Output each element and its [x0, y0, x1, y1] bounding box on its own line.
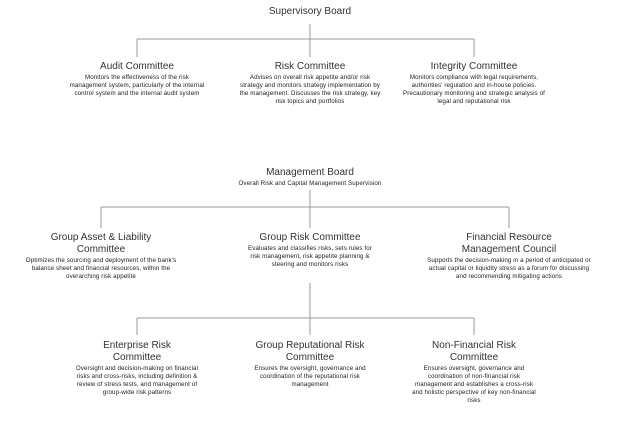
- node-title: Supervisory Board: [268, 6, 352, 17]
- node-title: Group Reputational Risk Committee: [255, 340, 365, 363]
- node-description: Supports the decision-making in a period of anticipated or actual capital or liquidity stress as a forum for discussing and recommending mitigating actions: [427, 257, 591, 280]
- node-title: Non-Financial Risk Committee: [432, 340, 516, 363]
- node-group-risk-committee: [245, 232, 375, 269]
- node-description: Overall Risk and Capital Management Supervision: [238, 180, 382, 187]
- node-description: Monitors compliance with legal requirements, authorities' regulation and in-house policies. Precautionary monitoring and strategic analysis of legal and reputational risk: [403, 74, 545, 105]
- node-title: Financial Resource Management Council: [461, 232, 557, 255]
- node-enterprise-risk-committee: [72, 340, 202, 397]
- node-description: Optimizes the sourcing and deployment of the bank's balance sheet and financial resources, within the overarching risk appetite: [25, 257, 177, 280]
- node-description: Ensures the oversight, governance and coordination of the reputational risk management: [254, 365, 366, 388]
- node-management-board: [200, 167, 420, 188]
- node-description: Monitors the effectiveness of the risk management system, particularly of the internal control system and the internal audit system: [69, 74, 205, 97]
- node-title: Group Risk Committee: [259, 232, 361, 243]
- node-group-alm-committee: [21, 232, 181, 281]
- node-integrity-committee: [400, 61, 548, 106]
- node-group-reputational-risk-committee: [245, 340, 375, 389]
- node-financial-resource-council: [424, 232, 594, 281]
- node-non-financial-risk-committee: [409, 340, 539, 405]
- node-title: Integrity Committee: [430, 61, 518, 72]
- node-description: Oversight and decision-making on financial risks and cross-risks, including definition & review of stress tests, and management of group-wide risk patterns: [75, 365, 199, 396]
- node-audit-committee: [67, 61, 207, 98]
- node-description: Ensures oversight, governance and coordination of non-financial risk management and establishes a cross-risk and holistic perspective of key non-financial risks: [412, 365, 536, 404]
- node-title: Management Board: [266, 167, 354, 178]
- node-title: Audit Committee: [100, 61, 174, 72]
- node-title: Enterprise Risk Committee: [103, 340, 171, 363]
- node-title: Risk Committee: [274, 61, 346, 72]
- node-description: Advises on overall risk appetite and/or risk strategy and monitors strategy implementation by the management. Discusses the risk strategy, key risk topics and portfolios: [239, 74, 381, 105]
- node-title: Group Asset & Liability Committee: [50, 232, 152, 255]
- node-risk-committee: [238, 61, 382, 106]
- node-supervisory-board: [230, 6, 390, 18]
- node-description: Evaluates and classifies risks, sets rules for risk management, risk appetite planning & steering and monitors risks: [248, 245, 372, 268]
